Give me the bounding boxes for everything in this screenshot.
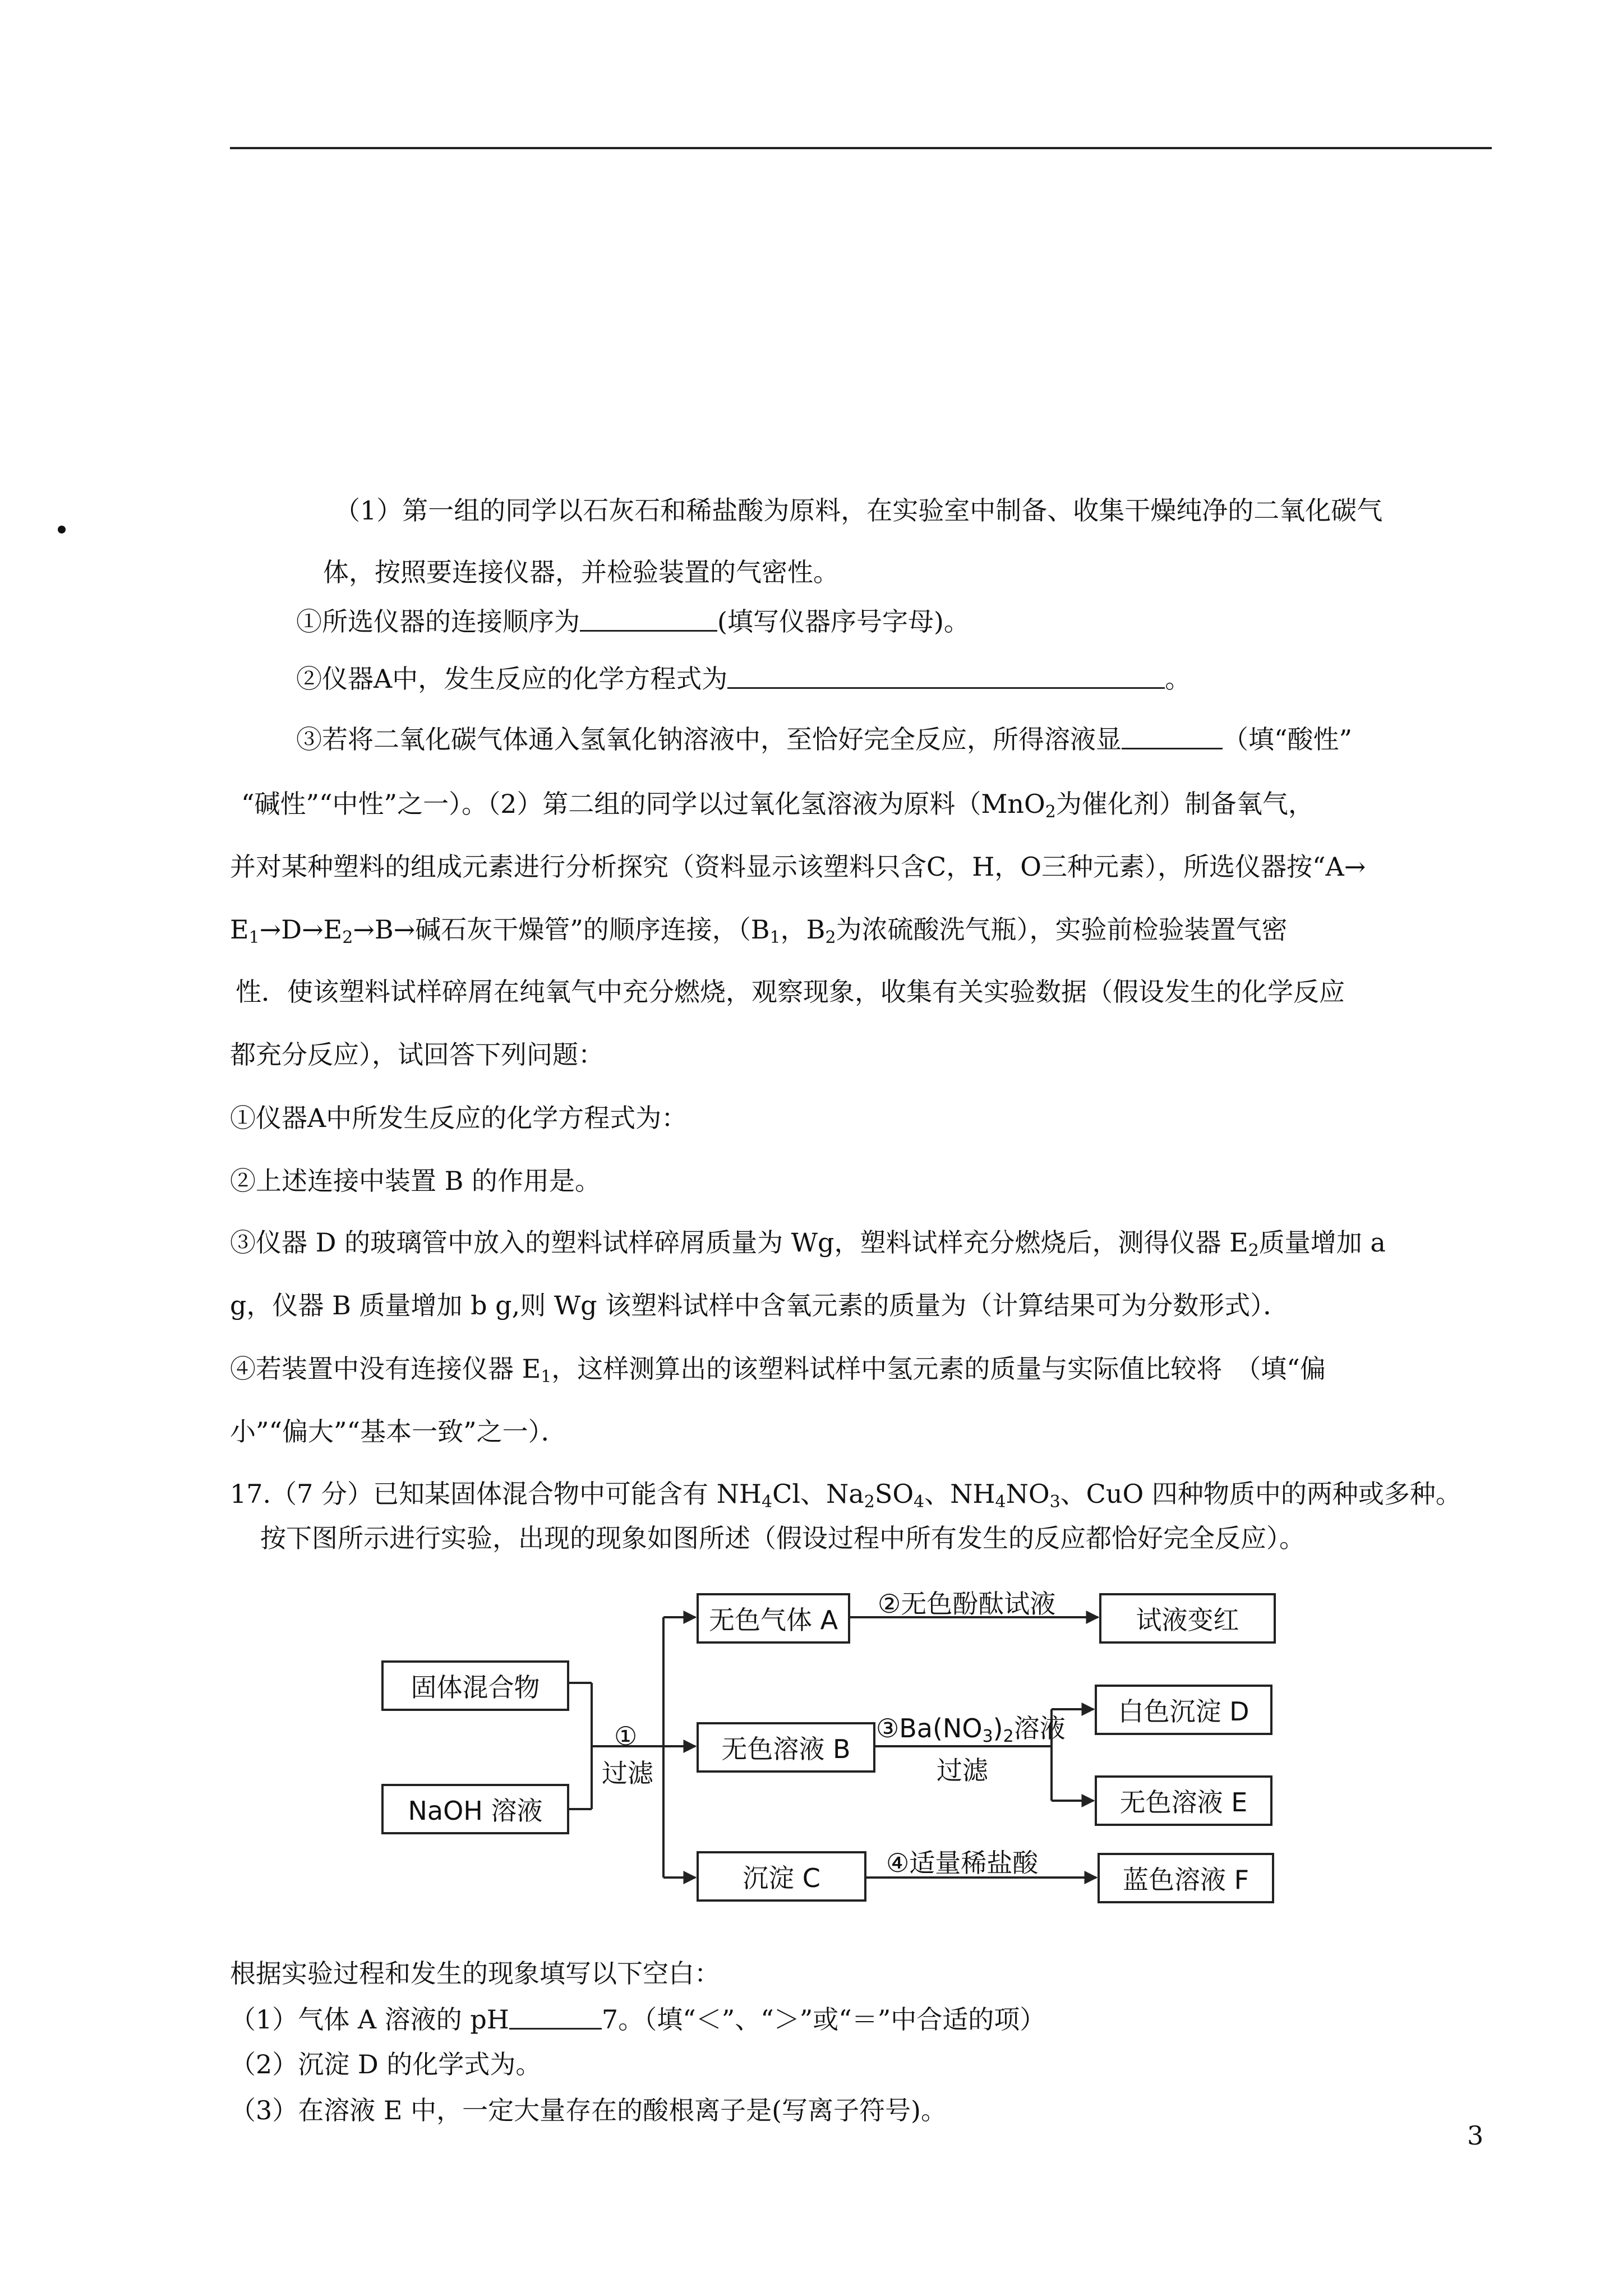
part1-item3: ③若将二氧化碳气体通入氢氧化钠溶液中，至恰好完全反应，所得溶液显 （填“酸性”	[296, 724, 1353, 754]
precipitate-c-box: 沉淀 C	[697, 1851, 866, 1902]
q17-line1: 17.（7 分）已知某固体混合物中可能含有 $NH_4Cl$、$Na_2SO_4$、$NH_4NO_3$、CuO 四种物质中的两种或多种。	[230, 1479, 1461, 1512]
part1-intro-line1: （1）第一组的同学以石灰石和稀盐酸为原料，在实验室中制备、收集干燥纯净的二氧化碳气	[334, 495, 1383, 526]
step1-filter-label: 过滤	[602, 1758, 653, 1788]
part2-q3-line2: g，仪器 B 质量增加 b g,则 Wg 该塑料试样中含氧元素的质量为（计算结果可为分数形式）．	[230, 1290, 1289, 1320]
q17-answer3: （3）在溶液 E 中，一定大量存在的酸根离子是(写离子符号)。	[230, 2095, 947, 2125]
q17-line2: 按下图所示进行实验，出现的现象如图所述（假设过程中所有发生的反应都恰好完全反应）。	[260, 1523, 1305, 1553]
step1-number: ①	[614, 1721, 638, 1751]
result-red-box: 试液变红	[1099, 1593, 1276, 1644]
part2-line1: “碱性”“中性”之一）。（2）第二组的同学以过氧化氢溶液为原料（MnO$_2$为催化剂）制备氧气，	[241, 789, 1314, 822]
answer-blank[interactable]	[727, 662, 1165, 689]
blue-solution-f-box: 蓝色溶液 F	[1098, 1853, 1274, 1903]
part2-q1: ①仪器A中所发生反应的化学方程式为：	[230, 1103, 688, 1133]
solid-mixture-box: 固体混合物	[381, 1660, 569, 1711]
flow-diagram	[370, 1562, 1295, 1955]
solution-e-box: 无色溶液 E	[1095, 1775, 1272, 1826]
step4-label: ④适量稀盐酸	[886, 1848, 1039, 1878]
bullet-dot	[58, 526, 66, 533]
step3-filter-label: 过滤	[937, 1755, 988, 1786]
page-number: 3	[1467, 2120, 1484, 2151]
part2-line4: 性．使该塑料试样碎屑在纯氧气中充分燃烧，观察现象，收集有关实验数据（假设发生的化学反应	[236, 977, 1345, 1007]
part1-item1: ①所选仪器的连接顺序为 (填写仪器序号字母)。	[296, 606, 970, 637]
part2-line3: $E_1\to D\to E_2\to B\to$碱石灰干燥管”的顺序连接，（$B_1$，$B_2$为浓硫酸洗气瓶），实验前检验装置气密	[230, 914, 1288, 947]
part2-line5: 都充分反应），试回答下列问题：	[230, 1039, 604, 1070]
naoh-solution-box: NaOH 溶液	[381, 1784, 569, 1834]
answer-blank[interactable]	[509, 2003, 602, 2030]
white-precipitate-d-box: 白色沉淀 D	[1095, 1685, 1272, 1735]
header-rule	[230, 147, 1492, 149]
part2-q2: ②上述连接中装置 B 的作用是。	[230, 1166, 601, 1196]
part1-intro-line2: 体，按照要连接仪器，并检验装置的气密性。	[323, 557, 839, 587]
part2-q4-line2: 小”“偏大”“基本一致”之一）．	[230, 1416, 567, 1447]
gas-a-box: 无色气体 A	[697, 1593, 850, 1644]
step3-label: $③Ba(NO_3)_2$溶液	[876, 1713, 1066, 1746]
step2-label: ②无色酚酞试液	[878, 1589, 1056, 1619]
answer-blank[interactable]	[580, 605, 717, 632]
part2-q3: ③仪器 D 的玻璃管中放入的塑料试样碎屑质量为 Wg，塑料试样充分燃烧后，测得仪器 $E_2$质量增加 a	[230, 1227, 1386, 1260]
q17-answer2: （2）沉淀 D 的化学式为。	[230, 2049, 542, 2079]
part1-item2: ②仪器A中，发生反应的化学方程式为 。	[296, 664, 1191, 694]
part2-q4: ④若装置中没有连接仪器 $E_1$，这样测算出的该塑料试样中氢元素的质量与实际值比较将 （填“偏	[230, 1354, 1326, 1387]
part2-line2: 并对某种塑料的组成元素进行分析探究（资料显示该塑料只含C，H，O三种元素），所选仪器按“A→	[230, 852, 1366, 882]
q17-after-diagram: 根据实验过程和发生的现象填写以下空白：	[230, 1958, 720, 1989]
solution-b-box: 无色溶液 B	[697, 1722, 875, 1773]
q17-answer1: （1）气体 A 溶液的 pH 7。（填“＜”、“＞”或“＝”中合适的项）	[230, 2004, 1046, 2035]
answer-blank[interactable]	[1122, 723, 1223, 749]
